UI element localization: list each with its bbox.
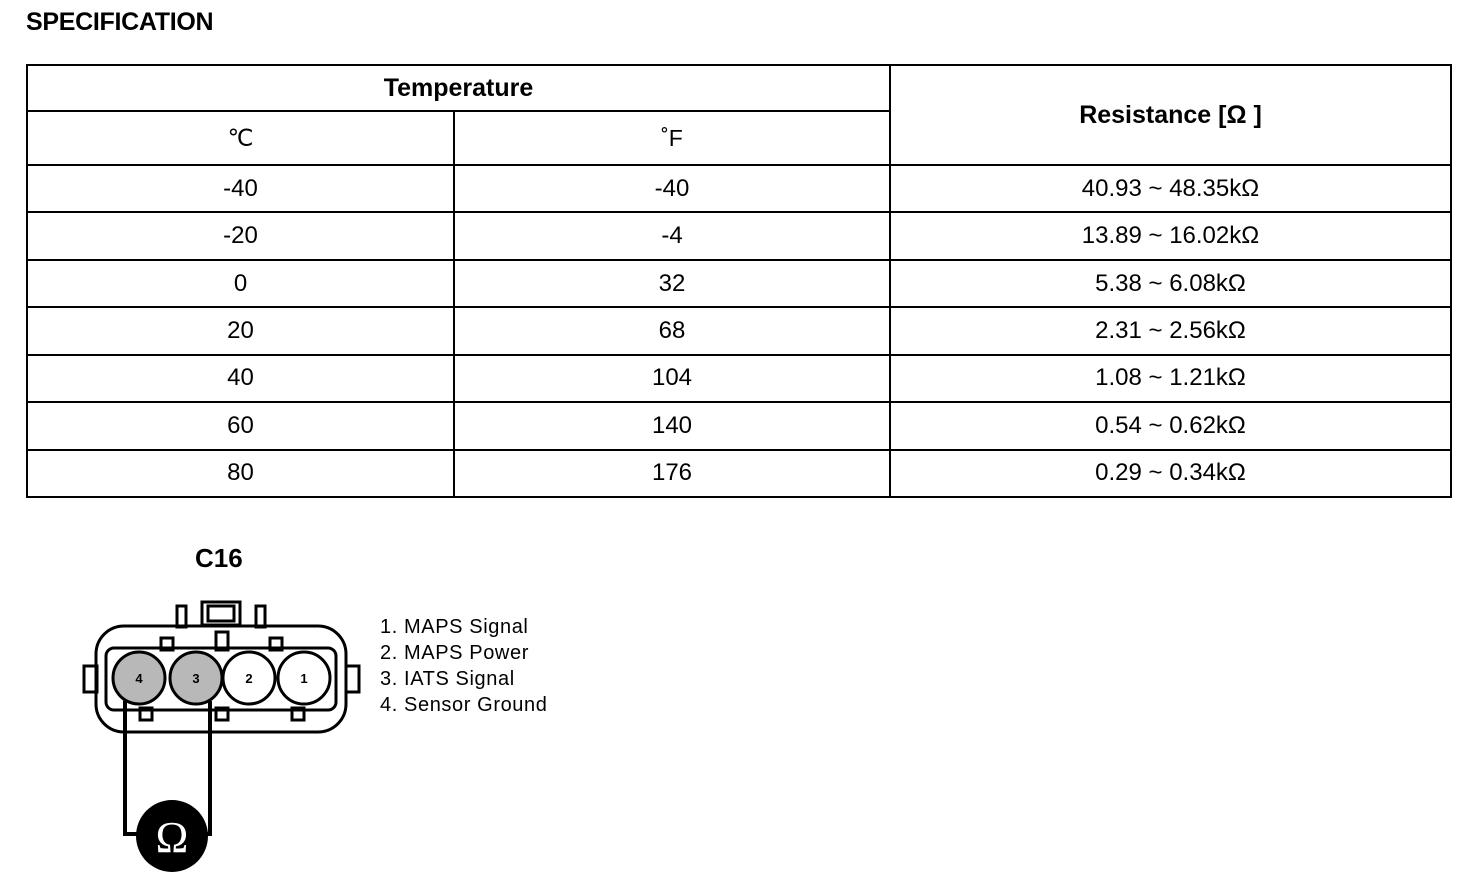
header-resistance: Resistance [Ω ]: [890, 65, 1451, 165]
table-row: [27, 355, 1451, 402]
header-fahrenheit: ˚F: [454, 111, 890, 165]
cell-resistance: 40.93 ~ 48.35kΩ: [890, 165, 1451, 212]
cell-resistance: 0.29 ~ 0.34kΩ: [890, 450, 1451, 497]
legend-item: 1. MAPS Signal: [380, 616, 529, 638]
header-temperature: Temperature: [27, 65, 890, 111]
cell-fahrenheit: -40: [454, 165, 890, 212]
legend-item: 2. MAPS Power: [380, 642, 529, 664]
pin-number-1: 1: [300, 671, 308, 686]
table-row: [27, 165, 1451, 212]
cell-resistance: 13.89 ~ 16.02kΩ: [890, 212, 1451, 259]
cell-resistance: 0.54 ~ 0.62kΩ: [890, 402, 1451, 449]
cell-celsius: 80: [27, 450, 454, 497]
page-title: SPECIFICATION: [26, 8, 214, 36]
table-row: [27, 450, 1451, 497]
cell-fahrenheit: 140: [454, 402, 890, 449]
cell-celsius: -40: [27, 165, 454, 212]
cell-celsius: 40: [27, 355, 454, 402]
pin-number-2: 2: [245, 671, 253, 686]
cell-celsius: 60: [27, 402, 454, 449]
header-celsius: ℃: [27, 111, 454, 165]
pin-number-3: 3: [192, 671, 200, 686]
cell-resistance: 5.38 ~ 6.08kΩ: [890, 260, 1451, 307]
legend-item: 3. IATS Signal: [380, 668, 515, 690]
table-row: [27, 307, 1451, 354]
cell-fahrenheit: 68: [454, 307, 890, 354]
legend-item: 4. Sensor Ground: [380, 694, 548, 716]
cell-fahrenheit: 104: [454, 355, 890, 402]
spec-table: [26, 64, 1452, 498]
cell-fahrenheit: 32: [454, 260, 890, 307]
table-row: [27, 212, 1451, 259]
cell-resistance: 1.08 ~ 1.21kΩ: [890, 355, 1451, 402]
pin-legend: [380, 614, 547, 718]
connector-label: C16: [195, 543, 243, 573]
connector-diagram: [80, 598, 370, 880]
cell-fahrenheit: 176: [454, 450, 890, 497]
table-row: [27, 402, 1451, 449]
cell-celsius: 20: [27, 307, 454, 354]
pin-number-4: 4: [135, 671, 143, 686]
cell-fahrenheit: -4: [454, 212, 890, 259]
cell-resistance: 2.31 ~ 2.56kΩ: [890, 307, 1451, 354]
cell-celsius: -20: [27, 212, 454, 259]
ohmmeter-symbol: Ω: [155, 813, 189, 862]
cell-celsius: 0: [27, 260, 454, 307]
table-row: [27, 260, 1451, 307]
